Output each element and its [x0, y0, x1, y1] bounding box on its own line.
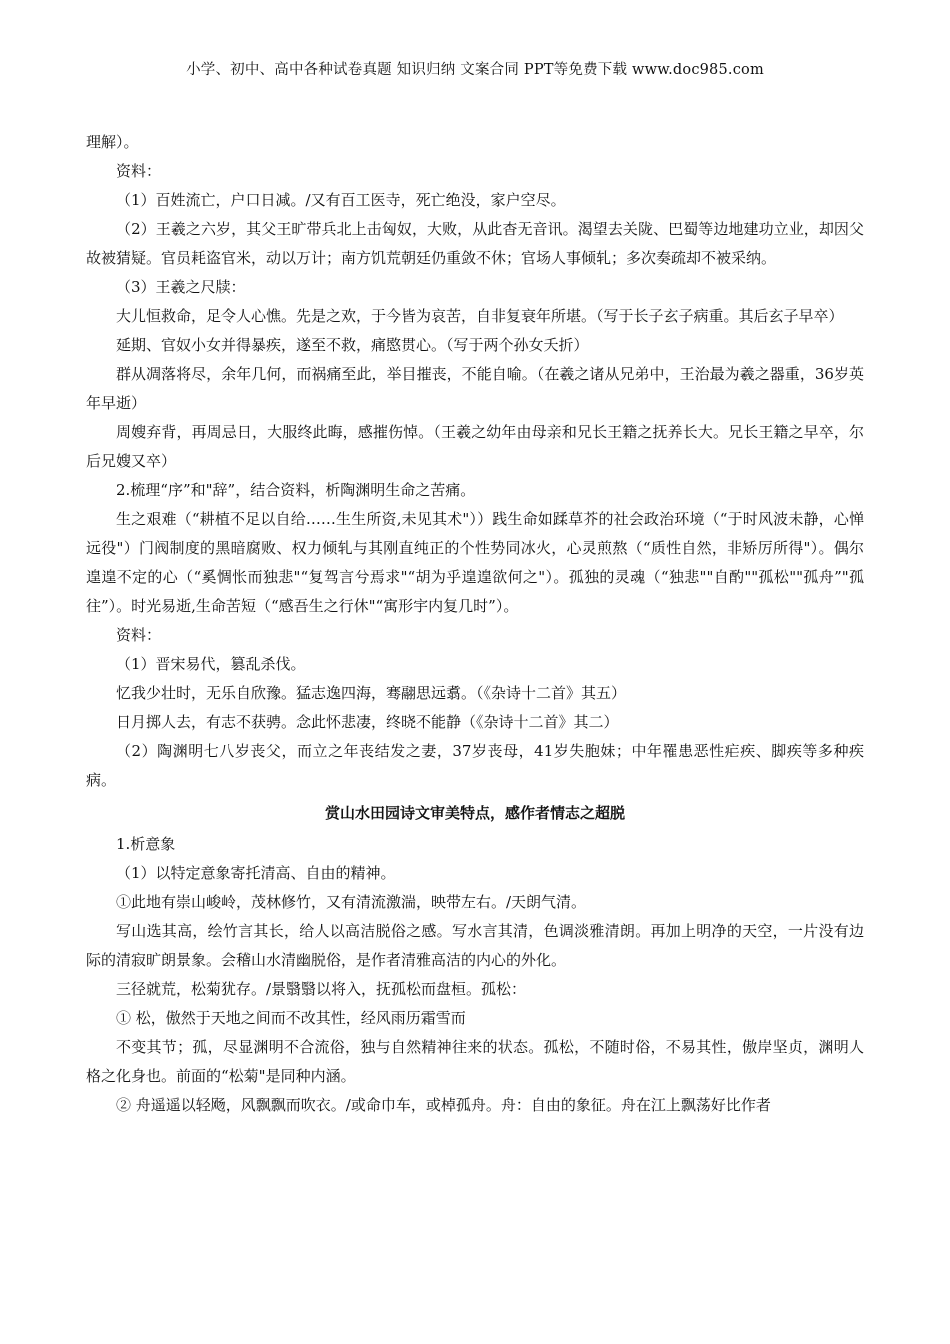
paragraph: 2.梳理“序”和"辞”，结合资料，析陶渊明生命之苦痛。	[116, 481, 476, 499]
paragraph: 资料：	[116, 162, 162, 180]
paragraph: 日月掷人去，有志不获骋。念此怀悲凄，终晓不能静（《杂诗十二首》其二）	[116, 713, 619, 731]
paragraph: 不变其节；孤，尽显渊明不合流俗，独与自然精神往来的状态。孤松，不随时俗，不易其性，傲岸坚贞，渊明人格之化身也。前面的“松菊"是同种内涵。	[86, 1038, 864, 1085]
section-heading: 赏山水田园诗文审美特点，感作者情志之超脱	[324, 804, 625, 822]
paragraph: 生之艰难（“耕植不足以自给……生生所资,未见其术"））践生命如蹂草芥的社会政治环境（“于时风波未静，心惮远役"）门阀制度的黑暗腐败、权力倾轧与其刚直纯正的个性势同冰火，心灵煎熬（“质性自然，非矫厉所得"）。偶尔遑遑不定的心（“奚惆怅而独悲"“复驾言兮焉求"“胡为乎遑遑欲何之"）。孤独的灵魂（“独悲""自酌""孤松""孤舟”"孤往”）。时光易逝,生命苦短（“感吾生之行休"“寓形宇内复几时”）。	[86, 510, 864, 615]
document-body	[86, 128, 864, 1120]
paragraph: （1）百姓流亡，户口日减。/又有百工医寺，死亡绝没，家户空尽。	[116, 191, 566, 209]
paragraph: ① 松，傲然于天地之间而不改其性，经风雨历霜雪而	[116, 1009, 466, 1027]
paragraph: （2）陶渊明七八岁丧父，而立之年丧结发之妻，37岁丧母，41岁失胞妹；中年罹患恶性疟疾、脚疾等多种疾病。	[86, 742, 864, 789]
paragraph: （1）晋宋易代，篡乱杀伐。	[116, 655, 306, 673]
paragraph: ①此地有崇山峻岭，茂林修竹，又有清流激湍，映带左右。/天朗气清。	[116, 893, 587, 911]
page-header: 小学、初中、高中各种试卷真题 知识归纳 文案合同 PPT等免费下载 www.doc985.com	[186, 62, 764, 78]
paragraph: 群从凋落将尽，余年几何，而祸痛至此，举目摧丧，不能自喻。（在羲之诸从兄弟中，王治最为羲之器重，36岁英年早逝）	[86, 365, 864, 412]
paragraph: （3）王羲之尺牍：	[116, 278, 246, 296]
paragraph: ② 舟遥遥以轻飏，风飘飘而吹衣。/或命巾车，或棹孤舟。舟：自由的象征。舟在江上飘荡好比作者	[116, 1096, 771, 1114]
paragraph: 理解）。	[86, 133, 139, 151]
paragraph: 三径就荒，松菊犹存。/景翳翳以将入，抚孤松而盘桓。孤松：	[116, 980, 527, 998]
paragraph: 周嫂弃背，再周忌日，大服终此晦，感摧伤悼。（王羲之幼年由母亲和兄长王籍之抚养长大。兄长王籍之早卒，尔后兄嫂又卒）	[86, 423, 864, 470]
paragraph: 延期、官奴小女并得暴疾，遂至不救，痛愍贯心。（写于两个孙女夭折）	[116, 336, 589, 354]
paragraph: 忆我少壮时，无乐自欣豫。猛志逸四海，骞翮思远翥。（《杂诗十二首》其五）	[116, 684, 627, 702]
paragraph: （2）王羲之六岁，其父王旷带兵北上击匈奴，大败，从此杳无音讯。渴望去关陇、巴蜀等边地建功立业，却因父故被猜疑。官员耗盗官米，动以万计；南方饥荒朝廷仍重敛不休；官场人事倾轧；多次奏疏却不被采纳。	[86, 220, 864, 267]
paragraph: （1）以特定意象寄托清高、自由的精神。	[116, 864, 396, 882]
paragraph: 资料：	[116, 626, 162, 644]
paragraph: 大儿恒救命，足令人心憔。先是之欢，于今皆为哀苦，自非复衰年所堪。（写于长子玄子病重。其后玄子早卒）	[116, 307, 844, 325]
paragraph: 1.析意象	[116, 835, 176, 853]
paragraph: 写山选其高，绘竹言其长，给人以高洁脱俗之感。写水言其清，色调淡雅清朗。再加上明净的天空，一片没有边际的清寂旷朗景象。会稽山水清幽脱俗，是作者清雅高洁的内心的外化。	[86, 922, 864, 969]
